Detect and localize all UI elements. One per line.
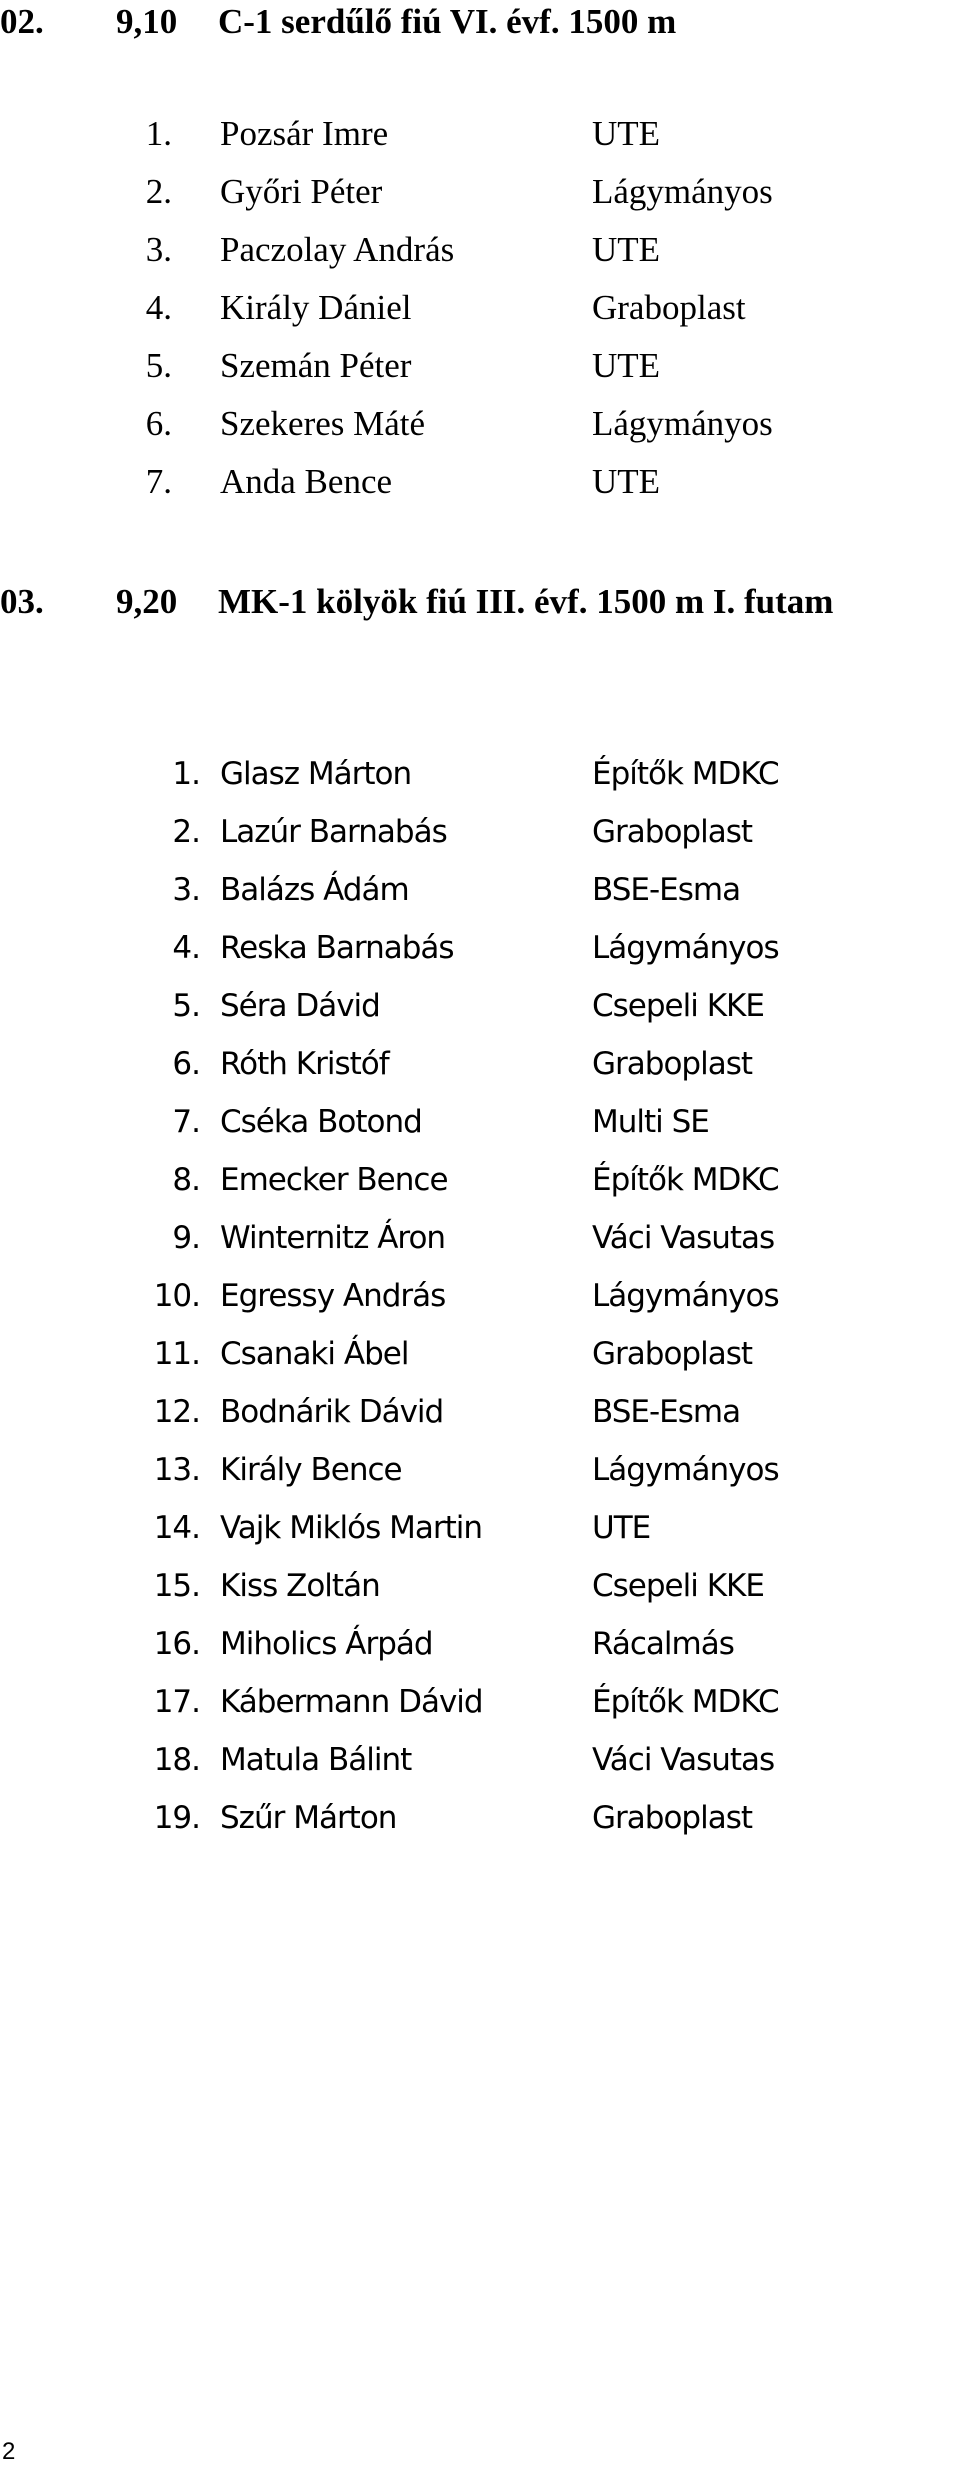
result-name: Egressy András (220, 1278, 446, 1314)
section-title-02 (0, 2, 676, 42)
result-position: 19. (153, 1800, 200, 1836)
result-row (0, 1160, 960, 1218)
section-title-03 (0, 582, 833, 622)
result-position: 1. (145, 114, 172, 153)
result-club: Graboplast (592, 288, 746, 327)
result-name: Anda Bence (220, 462, 393, 501)
result-name: Miholics Árpád (220, 1626, 433, 1662)
result-club: Graboplast (592, 814, 753, 850)
result-position: 3. (145, 230, 172, 269)
result-position: 13. (153, 1452, 200, 1488)
result-club: UTE (592, 230, 661, 269)
result-club: Lágymányos (592, 1452, 779, 1488)
result-row (0, 754, 960, 812)
result-club: Graboplast (592, 1800, 753, 1836)
result-name: Vajk Miklós Martin (220, 1510, 483, 1546)
result-position: 12. (153, 1394, 200, 1430)
result-row (0, 1450, 960, 1508)
result-name: Kiss Zoltán (220, 1568, 380, 1604)
result-row (0, 346, 960, 404)
result-row (0, 230, 960, 288)
result-club: BSE-Esma (592, 1394, 741, 1430)
result-row (0, 986, 960, 1044)
result-row (0, 928, 960, 986)
result-row (0, 1334, 960, 1392)
result-name: Matula Bálint (220, 1742, 412, 1778)
result-club: Váci Vasutas (592, 1742, 775, 1778)
result-position: 4. (172, 930, 200, 966)
section-number: 02. (0, 2, 44, 41)
result-position: 6. (172, 1046, 200, 1082)
result-name: Szekeres Máté (220, 404, 426, 443)
result-club: Csepeli KKE (592, 988, 764, 1024)
result-name: Szűr Márton (220, 1800, 397, 1836)
result-position: 8. (172, 1162, 200, 1198)
result-club: Lágymányos (592, 1278, 779, 1314)
result-name: Paczolay András (220, 230, 455, 269)
result-row (0, 1740, 960, 1798)
result-row (0, 462, 960, 520)
result-position: 15. (153, 1568, 200, 1604)
result-club: Graboplast (592, 1046, 753, 1082)
result-position: 11. (153, 1336, 200, 1372)
result-club: Multi SE (592, 1104, 709, 1140)
result-row (0, 1624, 960, 1682)
result-club: Csepeli KKE (592, 1568, 764, 1604)
result-row (0, 1218, 960, 1276)
result-club: Építők MDKC (592, 1162, 779, 1198)
result-row (0, 114, 960, 172)
result-row (0, 812, 960, 870)
result-row (0, 1682, 960, 1740)
result-name: Reska Barnabás (220, 930, 454, 966)
result-position: 3. (172, 872, 200, 908)
result-name: Csanaki Ábel (220, 1336, 409, 1372)
result-name: Pozsár Imre (220, 114, 389, 153)
result-club: Építők MDKC (592, 756, 779, 792)
result-position: 10. (153, 1278, 200, 1314)
result-position: 16. (153, 1626, 200, 1662)
section-number: 03. (0, 582, 44, 621)
result-row (0, 404, 960, 462)
result-position: 2. (145, 172, 172, 211)
result-club: UTE (592, 462, 661, 501)
result-position: 4. (145, 288, 172, 327)
result-club: Lágymányos (592, 172, 773, 211)
page-number: 2 (2, 2438, 16, 2465)
result-row (0, 172, 960, 230)
result-name: Szemán Péter (220, 346, 412, 385)
section-time: 9,20 (116, 582, 178, 621)
section-event: MK-1 kölyök fiú III. évf. 1500 m I. futam (218, 582, 834, 621)
section-event: C-1 serdűlő fiú VI. évf. 1500 m (218, 2, 677, 41)
result-name: Király Dániel (220, 288, 412, 327)
result-name: Emecker Bence (220, 1162, 448, 1198)
result-row (0, 870, 960, 928)
result-name: Bodnárik Dávid (220, 1394, 444, 1430)
result-name: Lazúr Barnabás (220, 814, 447, 850)
section-time: 9,10 (116, 2, 178, 41)
result-name: Glasz Márton (220, 756, 412, 792)
result-row (0, 1044, 960, 1102)
result-name: Cséka Botond (220, 1104, 422, 1140)
result-position: 1. (172, 756, 200, 792)
result-row (0, 1508, 960, 1566)
result-position: 14. (153, 1510, 200, 1546)
result-club: Váci Vasutas (592, 1220, 775, 1256)
result-position: 2. (172, 814, 200, 850)
result-position: 6. (145, 404, 172, 443)
result-position: 5. (145, 346, 172, 385)
result-position: 5. (172, 988, 200, 1024)
result-name: Séra Dávid (220, 988, 380, 1024)
result-club: UTE (592, 1510, 651, 1546)
result-row (0, 1102, 960, 1160)
result-position: 7. (172, 1104, 200, 1140)
result-name: Győri Péter (220, 172, 383, 211)
result-name: Róth Kristóf (220, 1046, 389, 1082)
result-row (0, 1798, 960, 1856)
result-row (0, 1392, 960, 1450)
result-position: 17. (153, 1684, 200, 1720)
result-club: Lágymányos (592, 404, 773, 443)
result-name: Kábermann Dávid (220, 1684, 483, 1720)
result-row (0, 1566, 960, 1624)
result-row (0, 288, 960, 346)
result-club: UTE (592, 346, 661, 385)
result-name: Winternitz Áron (220, 1220, 446, 1256)
result-position: 9. (172, 1220, 200, 1256)
result-name: Király Bence (220, 1452, 402, 1488)
result-club: UTE (592, 114, 661, 153)
result-position: 18. (153, 1742, 200, 1778)
result-name: Balázs Ádám (220, 872, 409, 908)
result-club: Építők MDKC (592, 1684, 779, 1720)
result-club: Graboplast (592, 1336, 753, 1372)
result-club: Lágymányos (592, 930, 779, 966)
result-position: 7. (145, 462, 172, 501)
result-row (0, 1276, 960, 1334)
result-club: Rácalmás (592, 1626, 734, 1662)
result-club: BSE-Esma (592, 872, 741, 908)
